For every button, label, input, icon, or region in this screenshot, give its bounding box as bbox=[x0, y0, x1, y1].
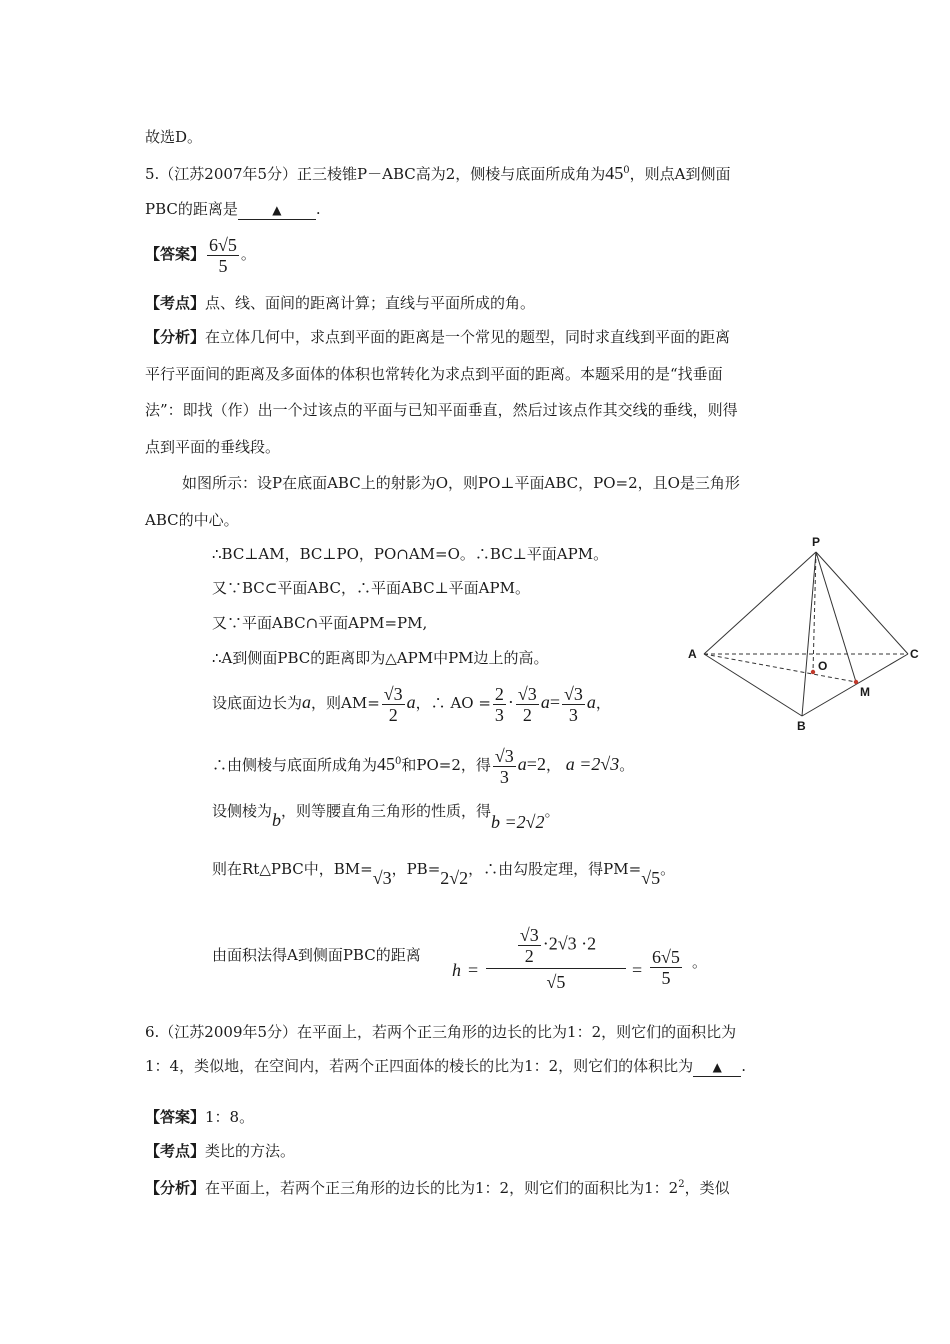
denominator: 2 bbox=[524, 946, 534, 966]
big-fraction bbox=[486, 925, 626, 995]
answer-tag: 【答案】 bbox=[145, 1108, 206, 1126]
angle-value: 45 bbox=[605, 163, 624, 183]
line-text: 如图所示：设P在底面ABC上的射影为O，则PO⊥平面ABC，PO=2，且O是三角形 bbox=[182, 474, 740, 492]
kaodian-tag: 【考点】 bbox=[145, 1142, 206, 1160]
var-a: a bbox=[406, 692, 416, 712]
line-text: 又∵BC⊂平面ABC，∴平面ABC⊥平面APM。 bbox=[212, 579, 530, 597]
answer-blank bbox=[238, 200, 316, 220]
analysis-line-2 bbox=[145, 363, 723, 385]
var-a: a bbox=[540, 692, 550, 712]
exponent: 2 bbox=[678, 1179, 685, 1190]
line-text: ， bbox=[545, 756, 561, 774]
var-a: a bbox=[586, 692, 596, 712]
label-a: A bbox=[688, 647, 697, 661]
line-text: ，PB= bbox=[391, 860, 441, 878]
question-6-line-2 bbox=[145, 1055, 746, 1077]
answer-line bbox=[145, 232, 256, 276]
var-a: a bbox=[302, 692, 312, 712]
edge-pb bbox=[802, 552, 816, 716]
analysis-line-1 bbox=[145, 326, 730, 348]
line-text: 又∵平面ABC∩平面APM=PM, bbox=[212, 614, 428, 632]
numerator: 6√5 bbox=[209, 234, 237, 255]
step-line-side-length bbox=[212, 678, 611, 727]
line-text: 。 bbox=[660, 860, 676, 878]
numerator-product: ·2√3 ·2 bbox=[542, 933, 597, 954]
answer-blank bbox=[693, 1057, 741, 1077]
question-6-line-1 bbox=[145, 1021, 736, 1043]
line-text: 则在Rt△PBC中，BM= bbox=[212, 860, 373, 878]
numerator: √3 bbox=[519, 925, 539, 945]
denominator: 5 bbox=[661, 968, 671, 988]
degree-mark: 0 bbox=[623, 165, 630, 176]
step-line-triangle bbox=[212, 857, 676, 888]
analysis-line-2-1 bbox=[145, 1174, 730, 1199]
step-line-angle bbox=[212, 738, 634, 789]
label-m: M bbox=[860, 685, 870, 699]
bm-value: √3 bbox=[372, 868, 392, 888]
line-text: ，∴ AO = bbox=[415, 694, 491, 712]
edge-pc bbox=[816, 552, 908, 654]
fraction-sqrt3-over-3 bbox=[493, 746, 516, 787]
answer-fraction bbox=[207, 235, 239, 276]
numerator: √3 bbox=[517, 683, 537, 704]
line-text: ，则点A到侧面 bbox=[629, 165, 731, 183]
line-text: 1：8。 bbox=[205, 1108, 255, 1126]
answer-tag: 【答案】 bbox=[145, 245, 206, 263]
step-line bbox=[212, 577, 530, 599]
angle-value: 45 bbox=[377, 754, 396, 774]
denominator: 3 bbox=[494, 704, 504, 725]
var-h: h bbox=[452, 960, 461, 980]
edge-pa bbox=[704, 552, 816, 654]
line-text: 5.（江苏2007年5分）正三棱锥P－ABC高为2，侧棱与底面所成角为 bbox=[145, 165, 606, 183]
pyramid-figure bbox=[680, 530, 940, 740]
line-text: 。 bbox=[240, 245, 256, 263]
line-text: 。 bbox=[544, 802, 560, 820]
line-text: 。 bbox=[619, 756, 635, 774]
label-c: C bbox=[910, 647, 919, 661]
kaodian-tag: 【考点】 bbox=[145, 294, 206, 312]
point-m bbox=[854, 680, 858, 684]
line-text: 在立体几何中，求点到平面的距离是一个常见的题型，同时求直线到平面的距离 bbox=[205, 328, 731, 346]
fraction-sqrt3-over-3 bbox=[562, 684, 585, 725]
numerator: 2 bbox=[494, 683, 504, 704]
line-text: 在平面上，若两个正三角形的边长的比为1：2，则它们的面积比为1：2 bbox=[205, 1179, 679, 1197]
line-text: . bbox=[315, 200, 321, 218]
analysis-tag: 【分析】 bbox=[145, 1179, 206, 1197]
numerator: 6√5 bbox=[652, 947, 680, 967]
blank-marker: ▲ bbox=[712, 1060, 722, 1074]
big-numerator bbox=[486, 925, 626, 969]
line-text: ，则等腰直角三角形的性质，得 bbox=[281, 802, 492, 820]
line-text: 由面积法得A到侧面PBC的距离 bbox=[212, 946, 421, 964]
fraction-sqrt3-over-2 bbox=[382, 684, 405, 725]
text-line bbox=[145, 126, 202, 148]
line-text: 设底面边长为 bbox=[212, 694, 303, 712]
denominator: 2 bbox=[388, 704, 398, 725]
equals: = bbox=[632, 960, 643, 980]
step-line bbox=[212, 612, 427, 634]
equation-a: a =2√3 bbox=[565, 754, 620, 774]
answer-line-2 bbox=[145, 1106, 254, 1128]
analysis-tag: 【分析】 bbox=[145, 328, 206, 346]
line-text: 法”：即找（作）出一个过该点的平面与已知平面垂直，然后过该点作其交线的垂线，则得 bbox=[145, 401, 738, 419]
step-line-lateral bbox=[212, 799, 560, 832]
numerator: √3 bbox=[383, 683, 403, 704]
pm-value: √5 bbox=[641, 868, 661, 888]
line-text: ， bbox=[595, 694, 611, 712]
denominator: 3 bbox=[568, 704, 578, 725]
line-text: 平行平面间的距离及多面体的体积也常转化为求点到平面的距离。本题采用的是“找垂面 bbox=[145, 365, 723, 383]
line-text: 和PO=2，得 bbox=[401, 756, 491, 774]
fraction-sqrt3-over-2 bbox=[516, 684, 539, 725]
line-text: ∴BC⊥AM，BC⊥PO，PO∩AM=O。∴BC⊥平面APM。 bbox=[212, 545, 609, 563]
fraction-2-over-3 bbox=[493, 684, 506, 725]
kaodian-line bbox=[145, 292, 535, 314]
line-text: ∴由侧棱与底面所成角为 bbox=[212, 756, 378, 774]
line-text: 设侧棱为 bbox=[212, 802, 273, 820]
line-text: ∴A到侧面PBC的距离即为△APM中PM边上的高。 bbox=[212, 649, 549, 667]
numerator: √3 bbox=[494, 745, 514, 766]
line-text: . bbox=[741, 1057, 746, 1075]
blank-marker: ▲ bbox=[272, 203, 282, 217]
equation: =2 bbox=[526, 754, 546, 774]
fraction-sqrt3-over-2 bbox=[518, 925, 541, 966]
line-text: 点到平面的垂线段。 bbox=[145, 438, 281, 456]
dot: · bbox=[507, 692, 514, 712]
label-p: P bbox=[812, 535, 821, 549]
denominator: 3 bbox=[499, 766, 509, 787]
line-text: ，则AM= bbox=[311, 694, 380, 712]
label-b: B bbox=[797, 719, 806, 733]
numerator: √3 bbox=[563, 683, 583, 704]
step-line-area bbox=[212, 944, 421, 966]
line-text: 6.（江苏2009年5分）在平面上，若两个正三角形的边长的比为1：2，则它们的面积比为 bbox=[145, 1023, 737, 1041]
analysis-line-4 bbox=[145, 436, 280, 458]
denominator: 2 bbox=[522, 704, 532, 725]
line-text: 类比的方法。 bbox=[205, 1142, 296, 1160]
line-text: 。 bbox=[692, 953, 708, 971]
line-text: 点、线、面间的距离计算；直线与平面所成的角。 bbox=[205, 294, 536, 312]
degree-mark: 0 bbox=[395, 756, 402, 767]
line-text: PBC的距离是 bbox=[145, 200, 238, 218]
var-a: a bbox=[517, 754, 527, 774]
point-o bbox=[811, 670, 815, 674]
paragraph-line bbox=[182, 472, 740, 494]
kaodian-line-2 bbox=[145, 1140, 295, 1162]
equation-b: b =2√2 bbox=[491, 812, 545, 832]
line-text: 1：4，类似地，在空间内，若两个正四面体的棱长的比为1：2，则它们的体积比为 bbox=[145, 1057, 694, 1075]
step-line bbox=[212, 647, 549, 669]
label-o: O bbox=[818, 659, 828, 673]
denominator: 5 bbox=[218, 255, 228, 276]
question-5-line-2 bbox=[145, 198, 321, 220]
line-text: 故选D。 bbox=[145, 128, 203, 146]
line-text: ，类似 bbox=[684, 1179, 730, 1197]
line-text: ABC的中心。 bbox=[145, 511, 239, 529]
result-fraction bbox=[650, 947, 682, 988]
equals: = bbox=[549, 692, 560, 712]
pb-value: 2√2 bbox=[440, 868, 469, 888]
step-line bbox=[212, 543, 608, 565]
paragraph-line bbox=[145, 509, 239, 531]
var-b: b bbox=[272, 810, 282, 830]
analysis-line-3 bbox=[145, 399, 738, 421]
question-5-line-1 bbox=[145, 160, 731, 185]
big-denominator: √5 bbox=[546, 972, 566, 992]
equals: = bbox=[468, 960, 479, 980]
line-text: ，∴由勾股定理，得PM= bbox=[468, 860, 642, 878]
